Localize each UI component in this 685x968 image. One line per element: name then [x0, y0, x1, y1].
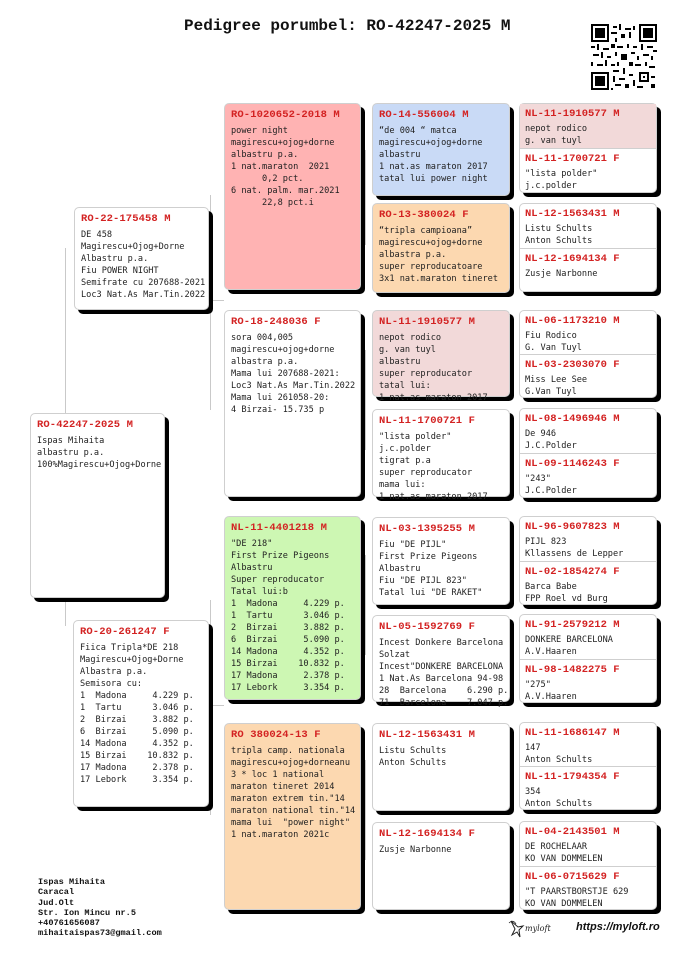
logo-text: myloft — [525, 924, 551, 933]
ring-number: RO-1020652-2018 M — [231, 109, 340, 121]
pigeon-details: 147 Anton Schults — [525, 743, 593, 765]
pedigree-card-gen3[interactable] — [372, 203, 510, 293]
pigeon-details: DONKERE BARCELONA A.V.Haaren — [525, 635, 613, 657]
pedigree-card-gen4[interactable] — [520, 248, 656, 292]
qr-code-icon — [591, 24, 657, 90]
pedigree-card-gen4[interactable] — [520, 866, 656, 910]
ring-number: NL-11-1910577 M — [525, 108, 620, 120]
pedigree-pair-gen4 — [519, 103, 657, 193]
pigeon-details: Listu Schults Anton Schults — [379, 746, 447, 768]
ring-number: RO 380024-13 F — [231, 729, 321, 741]
pedigree-card-dam[interactable] — [73, 620, 209, 807]
page-title: Pedigree porumbel: RO-42247-2025 M — [184, 17, 511, 35]
pigeon-details: sora 004,005 magirescu+ojog+dorne albastra p.a. Mama lui 207688-2021: Loc3 Nat.As Mar.Tin.2022 Mama lui 261058-20: 4 Birzai- 15.735 p — [231, 333, 356, 415]
connector-line — [365, 150, 366, 245]
pigeon-details: Ispas Mihaita albastru p.a. 100%Magirescu+Ojog+Dorne — [37, 436, 162, 470]
pigeon-details: DE 458 Magirescu+Ojog+Dorne Albastru p.a. Fiu POWER NIGHT Semifrate cu 207688-2021 Loc3 Nat.As Mar.Tin.2022 — [81, 230, 206, 300]
ring-number: RO-42247-2025 M — [37, 419, 134, 431]
pedigree-card-gen4[interactable] — [520, 766, 656, 809]
pigeon-details: Listu Schults Anton Schults — [525, 224, 593, 246]
ring-number: NL-12-1563431 M — [525, 208, 620, 220]
pigeon-details: Fiu "DE PIJL" First Prize Pigeons Albastru Fiu "DE PIJL 823" Tatal lui "DE RAKET" — [379, 540, 483, 598]
pigeon-details: "lista polder" j.c.polder tigrat p.a super reproducator mama lui: 1 nat.as maraton 2017 — [379, 432, 488, 502]
ring-number: NL-11-1686147 M — [525, 727, 620, 739]
connector-line — [365, 350, 366, 450]
pigeon-details: Zusje Narbonne — [379, 845, 452, 855]
ring-number: NL-08-1496946 M — [525, 413, 620, 425]
pigeon-details: "243" J.C.Polder — [525, 474, 577, 496]
ring-number: NL-09-1146243 F — [525, 458, 620, 470]
pedigree-card-gen4[interactable] — [520, 104, 656, 148]
ring-number: NL-11-1910577 M — [379, 316, 476, 328]
pedigree-pair-gen4 — [519, 203, 657, 292]
pedigree-pair-gen4 — [519, 614, 657, 703]
pigeon-details: Fiu Rodico G. Van Tuyl — [525, 331, 582, 353]
ring-number: NL-12-1563431 M — [379, 729, 476, 741]
pedigree-card-gen4[interactable] — [520, 561, 656, 605]
pigeon-details: power night magirescu+ojog+dorne albastru p.a. 1 nat.maraton 2021 0,2 pct. 6 nat. palm. mar.2021 22,8 pct.i — [231, 126, 340, 208]
pedigree-card-gen4[interactable] — [520, 723, 656, 766]
pigeon-details: Miss Lee See G.Van Tuyl — [525, 375, 588, 397]
connector-line — [210, 300, 224, 301]
pedigree-pair-gen4 — [519, 722, 657, 810]
pedigree-card-gen4[interactable] — [520, 615, 656, 659]
connector-line — [65, 248, 66, 413]
pedigree-card-gen4[interactable] — [520, 148, 656, 192]
pedigree-card-gen4[interactable] — [520, 311, 656, 354]
connector-line — [513, 230, 514, 275]
pigeon-details: "T PAARSTBORSTJE 629 KO VAN DOMMELEN — [525, 886, 629, 909]
owner-contact: Ispas Mihaita Caracal Jud.Olt Str. Ion Mincu nr.5 +40761656087 mihaitaispas73@gmail.com — [38, 877, 162, 939]
pigeon-details: nepot rodico g. van tuyl — [525, 124, 588, 146]
connector-line — [513, 745, 514, 790]
pigeon-details: nepot rodico g. van tuyl albastru super reproducator tatal lui: 1 nat.as maraton 2017 — [379, 333, 488, 403]
pedigree-card-subject[interactable] — [30, 413, 165, 598]
website-link[interactable]: https://myloft.ro — [576, 921, 660, 933]
pedigree-card-gen4[interactable] — [520, 204, 656, 248]
connector-line — [65, 598, 66, 626]
connector-line — [513, 335, 514, 380]
pigeon-details: "275" A.V.Haaren — [525, 679, 577, 702]
pedigree-card-sire[interactable] — [74, 207, 209, 310]
pedigree-card-gen3[interactable] — [372, 103, 510, 196]
ring-number: NL-11-4401218 M — [231, 522, 328, 534]
pigeon-details: “tripla campioana” magirescu+ojog+dorne albastra p.a. super reproducatoare 3x1 nat.maraton tineret — [379, 226, 498, 284]
pigeon-details: Zusje Narbonne — [525, 268, 598, 279]
ring-number: NL-03-1395255 M — [379, 523, 476, 535]
pigeon-details: DE ROCHELAAR KO VAN DOMMELEN — [525, 842, 603, 864]
ring-number: NL-12-1694134 F — [379, 828, 476, 840]
myloft-logo-icon — [507, 917, 563, 941]
pigeon-details: Incest Donkere Barcelona Solzat Incest"DONKERE BARCELONA 1 Nat.As Barcelona 94-98 28 Barcelona 6.290 p. 71 Barcelona 7.047 p. — [379, 638, 509, 708]
pedigree-card-gen3[interactable] — [372, 409, 510, 502]
pigeon-details: Barca Babe FPP Roel vd Burg — [525, 581, 608, 604]
pedigree-pair-gen4 — [519, 408, 657, 498]
pedigree-card-gen3[interactable] — [372, 615, 510, 708]
connector-line — [513, 435, 514, 480]
ring-number: RO-20-261247 F — [80, 626, 170, 638]
pedigree-card-gen3[interactable] — [372, 723, 510, 811]
connector-line — [365, 555, 366, 655]
connector-line — [210, 195, 211, 410]
pedigree-card-gen2-dam-dam[interactable] — [224, 723, 361, 910]
ring-number: NL-11-1794354 F — [525, 771, 620, 783]
ring-number: RO-22-175458 M — [81, 213, 171, 225]
ring-number: NL-04-2143501 M — [525, 826, 620, 838]
pedigree-card-gen4[interactable] — [520, 453, 656, 497]
pedigree-pair-gen4 — [519, 310, 657, 398]
pedigree-card-gen3[interactable] — [372, 822, 510, 910]
ring-number: RO-13-380024 F — [379, 209, 469, 221]
pigeon-details: "lista polder" j.c.polder — [525, 169, 598, 191]
pedigree-card-gen2-dam-sire[interactable] — [224, 516, 361, 700]
connector-line — [513, 640, 514, 685]
connector-line — [513, 845, 514, 890]
pedigree-card-gen4[interactable] — [520, 354, 656, 397]
pigeon-details: PIJL 823 Kllassens de Lepper — [525, 537, 624, 559]
pigeon-details: 354 Anton Schults — [525, 787, 593, 809]
ring-number: NL-06-0715629 F — [525, 870, 620, 883]
ring-number: NL-12-1694134 F — [525, 252, 620, 265]
pigeon-details: De 946 J.C.Polder — [525, 429, 577, 451]
ring-number: NL-91-2579212 M — [525, 619, 620, 631]
connector-line — [513, 540, 514, 585]
pedigree-pair-gen4 — [519, 516, 657, 605]
pedigree-card-gen2-sire-dam[interactable] — [224, 310, 361, 497]
pedigree-card-gen2-sire-sire[interactable] — [224, 103, 361, 290]
pedigree-card-gen4[interactable] — [520, 517, 656, 561]
pedigree-card-gen4[interactable] — [520, 409, 656, 453]
pedigree-card-gen4[interactable] — [520, 822, 656, 866]
pigeon-details: Fiica Tripla*DE 218 Magirescu+Ojog+Dorne Albastra p.a. Semisora cu: 1 Madona 4.229 p. 1 Tartu 3.046 p. 2 Birzai 3.882 p. 6 Birzai 5.090 p. 14 Madona 4.352 p. 15 Birzai 10.832 p. 17 Madona 2.378 p. 17 Lebork 3.354 p. — [80, 643, 194, 785]
ring-number: RO-18-248036 F — [231, 316, 321, 328]
ring-number: NL-98-1482275 F — [525, 663, 620, 676]
connector-line — [210, 705, 224, 706]
pedigree-pair-gen4 — [519, 821, 657, 910]
ring-number: NL-02-1854274 F — [525, 565, 620, 578]
ring-number: NL-05-1592769 F — [379, 621, 476, 633]
connector-line — [365, 760, 366, 860]
ring-number: RO-14-556004 M — [379, 109, 469, 121]
ring-number: NL-06-1173210 M — [525, 315, 620, 327]
ring-number: NL-96-9607823 M — [525, 521, 620, 533]
pedigree-card-gen4[interactable] — [520, 659, 656, 703]
connector-line — [210, 600, 211, 815]
connector-line — [513, 130, 514, 175]
pigeon-details: tripla camp. nationala magirescu+ojog+dorneanu 3 * loc 1 national maraton tineret 2014 maraton extrem tin."14 maraton national tin."14 mama lui "power night" 1 nat.maraton 2021c — [231, 746, 356, 840]
ring-number: NL-11-1700721 F — [525, 153, 620, 165]
pedigree-card-gen3[interactable] — [372, 310, 510, 403]
pigeon-details: "DE 218" First Prize Pigeons Albastru Super reproducator Tatal lui:b 1 Madona 4.229 p. 1 Tartu 3.046 p. 2 Birzai 3.882 p. 6 Birzai 5.090 p. 14 Madona 4.352 p. 15 Birzai 10.832 p. 17 Madona 2.378 p. 17 Lebork 3.354 p. — [231, 539, 345, 693]
ring-number: NL-11-1700721 F — [379, 415, 476, 427]
pigeon-details: “de 004 “ matca magirescu+ojog+dorne albastru 1 nat.as maraton 2017 tatal lui power night — [379, 126, 488, 184]
pedigree-card-gen3[interactable] — [372, 517, 510, 605]
ring-number: NL-03-2303070 F — [525, 359, 620, 371]
